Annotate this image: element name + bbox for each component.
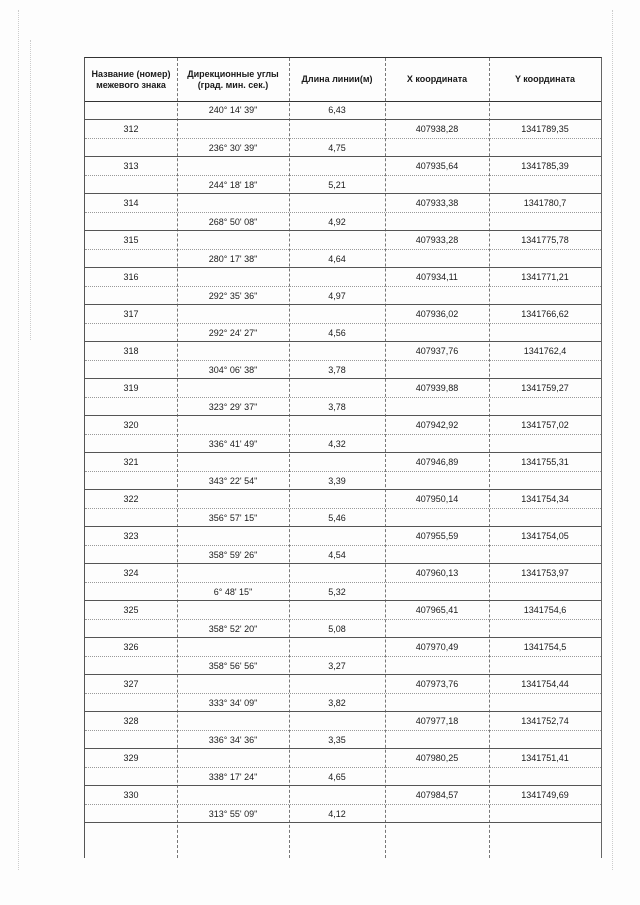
y-coordinate: 1341771,21 (521, 272, 569, 282)
line-length: 4,97 (328, 291, 346, 301)
header-length: Длина линии(м) (301, 74, 373, 84)
direction-angle: 280° 17' 38" (208, 254, 258, 264)
line-length: 3,27 (328, 661, 346, 671)
x-coordinate: 407970,49 (415, 642, 459, 652)
table-row (85, 120, 601, 157)
direction-angle: 304° 06' 38" (208, 365, 258, 375)
line-length: 3,78 (328, 402, 346, 412)
direction-angle: 313° 55' 09" (208, 809, 258, 819)
line-length: 5,08 (328, 624, 346, 634)
line-length: 3,78 (328, 365, 346, 375)
row-separator (85, 619, 601, 620)
line-length: 3,82 (328, 698, 346, 708)
table-row (85, 231, 601, 268)
y-coordinate: 1341754,34 (521, 494, 569, 504)
line-length: 4,65 (328, 772, 346, 782)
header-angles: Дирекционные углы (град. мин. сек.) (187, 68, 279, 90)
line-length: 4,12 (328, 809, 346, 819)
point-name: 315 (123, 235, 139, 245)
y-coordinate: 1341753,97 (521, 568, 569, 578)
table-row (85, 157, 601, 194)
table-row (85, 268, 601, 305)
y-coordinate: 1341754,05 (521, 531, 569, 541)
x-coordinate: 407960,13 (415, 568, 459, 578)
row-separator (85, 138, 601, 139)
point-name: 323 (123, 531, 139, 541)
x-coordinate: 407936,02 (415, 309, 459, 319)
line-length: 4,32 (328, 439, 346, 449)
direction-angle: 6° 48' 15" (213, 587, 253, 597)
direction-angle: 292° 35' 36" (208, 291, 258, 301)
line-length: 5,46 (328, 513, 346, 523)
direction-angle: 240° 14' 39" (208, 105, 258, 115)
y-coordinate: 1341762,4 (523, 346, 567, 356)
x-coordinate: 407942,92 (415, 420, 459, 430)
table-header (85, 58, 601, 102)
header-y: Y координата (514, 74, 576, 84)
direction-angle: 338° 17' 24" (208, 772, 258, 782)
table-row (85, 712, 601, 749)
table-row (85, 194, 601, 231)
line-length: 4,54 (328, 550, 346, 560)
table-row (85, 490, 601, 527)
row-separator (85, 804, 601, 805)
scan-noise-left-2 (30, 40, 31, 340)
row-separator (85, 360, 601, 361)
line-length: 5,21 (328, 180, 346, 190)
row-separator (85, 434, 601, 435)
y-coordinate: 1341754,6 (523, 605, 567, 615)
direction-angle: 323° 29' 37" (208, 402, 258, 412)
x-coordinate: 407973,76 (415, 679, 459, 689)
table-row (85, 527, 601, 564)
y-coordinate: 1341766,62 (521, 309, 569, 319)
direction-angle: 356° 57' 15" (208, 513, 258, 523)
y-coordinate: 1341789,35 (521, 124, 569, 134)
direction-angle: 236° 30' 39" (208, 143, 258, 153)
x-coordinate: 407939,88 (415, 383, 459, 393)
point-name: 326 (123, 642, 139, 652)
point-name: 327 (123, 679, 139, 689)
x-coordinate: 407946,89 (415, 457, 459, 467)
scan-noise-left (18, 10, 19, 870)
point-name: 317 (123, 309, 139, 319)
segment-row (85, 101, 601, 120)
y-coordinate: 1341757,02 (521, 420, 569, 430)
point-name: 318 (123, 346, 139, 356)
direction-angle: 292° 24' 27" (208, 328, 258, 338)
direction-angle: 358° 59' 26" (208, 550, 258, 560)
y-coordinate: 1341754,5 (523, 642, 567, 652)
direction-angle: 333° 34' 09" (208, 698, 258, 708)
point-name: 321 (123, 457, 139, 467)
table-row (85, 305, 601, 342)
point-name: 329 (123, 753, 139, 763)
point-name: 325 (123, 605, 139, 615)
table-row (85, 416, 601, 453)
point-name: 312 (123, 124, 139, 134)
direction-angle: 336° 34' 36" (208, 735, 258, 745)
direction-angle: 358° 56' 56" (208, 661, 258, 671)
table-row (85, 564, 601, 601)
direction-angle: 358° 52' 20" (208, 624, 258, 634)
row-separator (85, 212, 601, 213)
point-name: 316 (123, 272, 139, 282)
line-length: 5,32 (328, 587, 346, 597)
row-separator (85, 656, 601, 657)
table-row (85, 601, 601, 638)
point-name: 322 (123, 494, 139, 504)
direction-angle: 343° 22' 54" (208, 476, 258, 486)
table-row (85, 786, 601, 823)
direction-angle: 268° 50' 08" (208, 217, 258, 227)
line-length: 4,92 (328, 217, 346, 227)
row-separator (85, 249, 601, 250)
line-length: 4,56 (328, 328, 346, 338)
line-length: 6,43 (328, 105, 346, 115)
direction-angle: 244° 18' 18" (208, 180, 258, 190)
row-separator (85, 730, 601, 731)
row-separator (85, 693, 601, 694)
table-row (85, 342, 601, 379)
x-coordinate: 407950,14 (415, 494, 459, 504)
y-coordinate: 1341759,27 (521, 383, 569, 393)
row-separator (85, 471, 601, 472)
x-coordinate: 407937,76 (415, 346, 459, 356)
x-coordinate: 407980,25 (415, 753, 459, 763)
x-coordinate: 407977,18 (415, 716, 459, 726)
point-name: 324 (123, 568, 139, 578)
row-separator (85, 582, 601, 583)
x-coordinate: 407938,28 (415, 124, 459, 134)
row-separator (85, 545, 601, 546)
line-length: 4,75 (328, 143, 346, 153)
point-name: 314 (123, 198, 139, 208)
y-coordinate: 1341752,74 (521, 716, 569, 726)
boundary-points-table (84, 57, 602, 858)
y-coordinate: 1341780,7 (523, 198, 567, 208)
line-length: 3,39 (328, 476, 346, 486)
x-coordinate: 407934,11 (416, 272, 458, 282)
x-coordinate: 407935,64 (415, 161, 459, 171)
line-length: 3,35 (328, 735, 346, 745)
row-separator (85, 767, 601, 768)
row-separator (85, 508, 601, 509)
y-coordinate: 1341754,44 (521, 679, 569, 689)
point-name: 328 (123, 716, 139, 726)
row-separator (85, 822, 601, 823)
table-row (85, 379, 601, 416)
header-name: Название (номер) межевого знака (91, 68, 171, 90)
row-separator (85, 397, 601, 398)
table-row (85, 453, 601, 490)
row-separator (85, 286, 601, 287)
table-row (85, 675, 601, 712)
x-coordinate: 407933,38 (415, 198, 459, 208)
y-coordinate: 1341785,39 (521, 161, 569, 171)
row-separator (85, 323, 601, 324)
table-row (85, 749, 601, 786)
point-name: 330 (123, 790, 139, 800)
row-separator (85, 175, 601, 176)
scan-noise-right (612, 10, 613, 870)
point-name: 320 (123, 420, 139, 430)
header-x: X координата (406, 74, 468, 84)
point-name: 313 (123, 161, 139, 171)
x-coordinate: 407965,41 (415, 605, 459, 615)
direction-angle: 336° 41' 49" (208, 439, 258, 449)
table-row (85, 638, 601, 675)
x-coordinate: 407984,57 (415, 790, 459, 800)
y-coordinate: 1341775,78 (521, 235, 569, 245)
x-coordinate: 407955,59 (415, 531, 459, 541)
x-coordinate: 407933,28 (415, 235, 459, 245)
y-coordinate: 1341755,31 (521, 457, 569, 467)
line-length: 4,64 (328, 254, 346, 264)
y-coordinate: 1341751,41 (521, 753, 569, 763)
y-coordinate: 1341749,69 (521, 790, 569, 800)
point-name: 319 (123, 383, 139, 393)
